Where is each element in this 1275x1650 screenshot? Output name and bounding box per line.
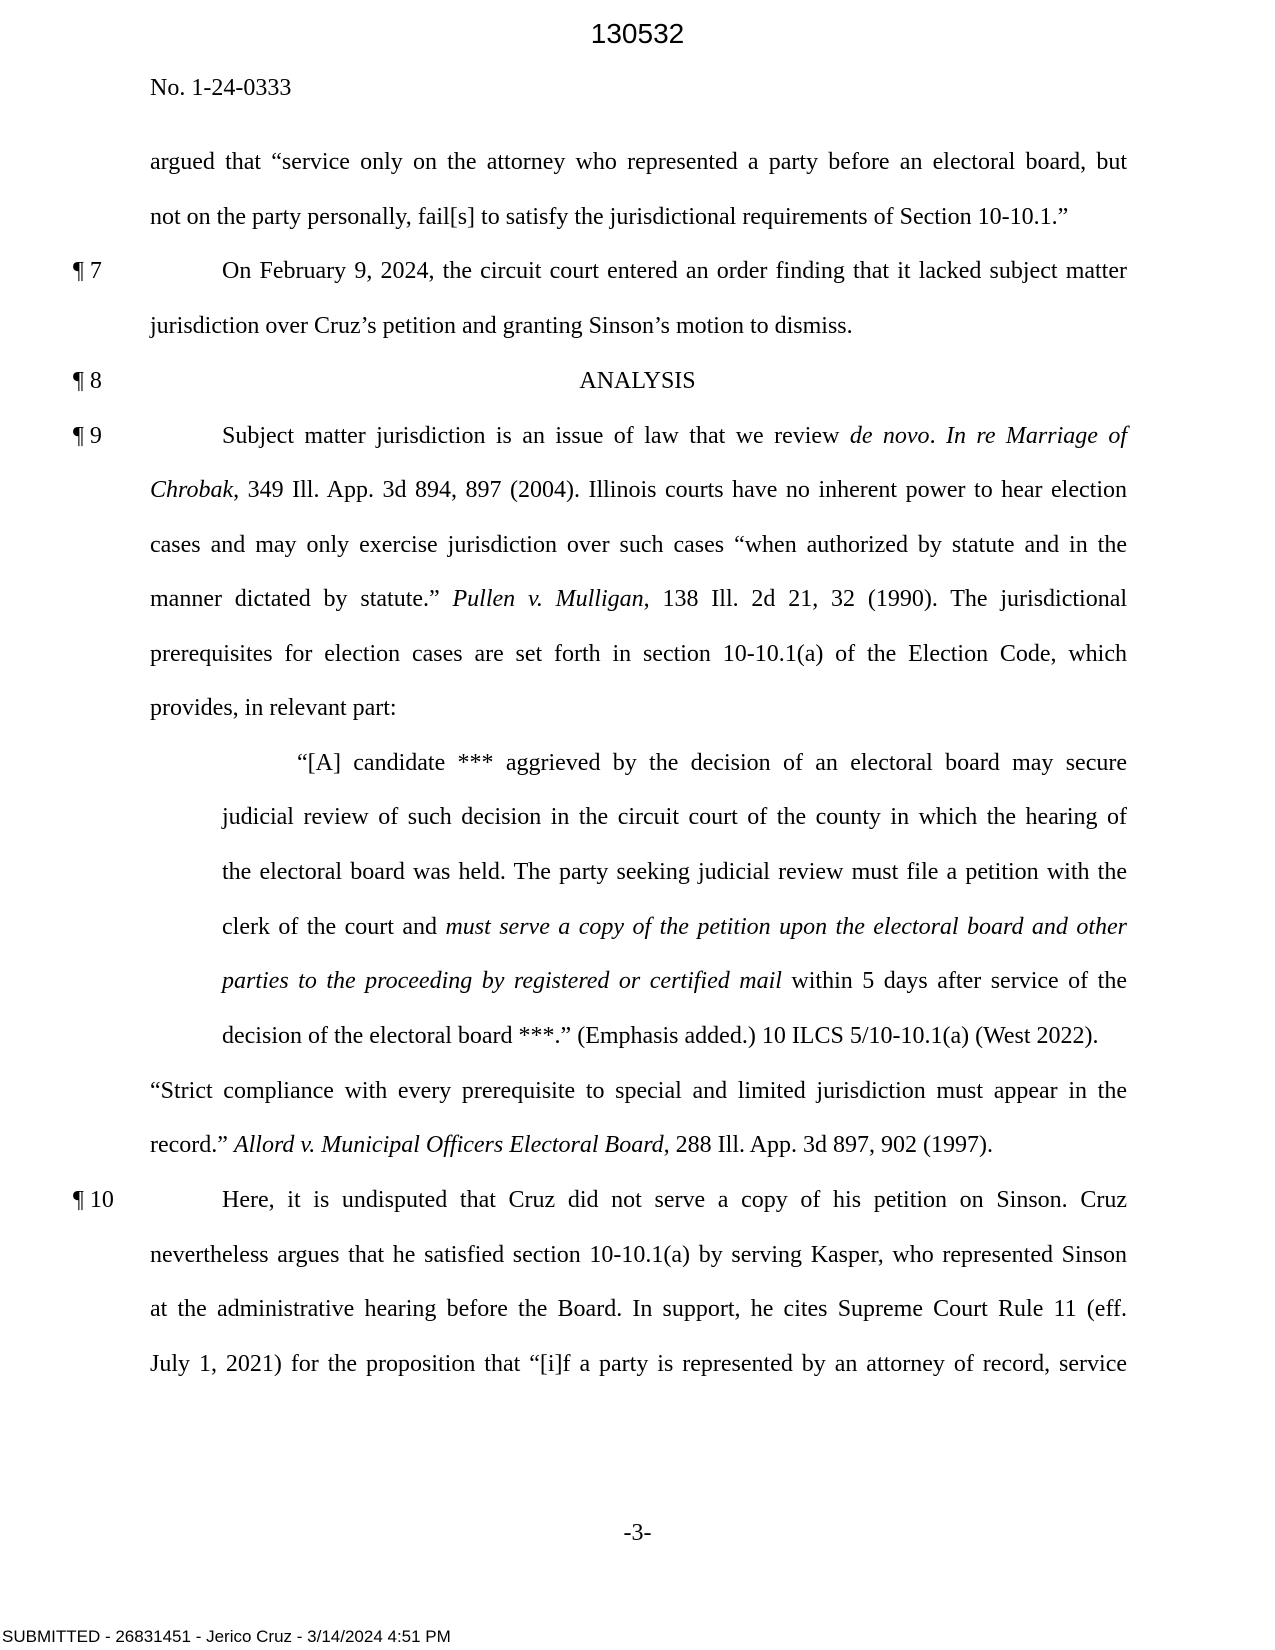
paragraph-mark-7: ¶ 7 <box>73 258 102 284</box>
body-line: provides, in relevant part: <box>150 695 397 721</box>
body-line: argued that “service only on the attorney who represented a party before an electoral board, but <box>150 149 1127 175</box>
body-line: cases and may only exercise jurisdiction over such cases “when authorized by statute and in the <box>150 532 1127 558</box>
body-line: record.” Allord v. Municipal Officers Electoral Board, 288 Ill. App. 3d 897, 902 (1997). <box>150 1132 993 1158</box>
body-line: manner dictated by statute.” Pullen v. Mulligan, 138 Ill. 2d 21, 32 (1990). The jurisdictional <box>150 586 1128 612</box>
body-line: jurisdiction over Cruz’s petition and granting Sinson’s motion to dismiss. <box>150 313 853 339</box>
body-line: at the administrative hearing before the Board. In support, he cites Supreme Court Rule 11 (eff. <box>150 1296 1127 1322</box>
case-number: No. 1-24-0333 <box>150 75 292 101</box>
body-line: Here, it is undisputed that Cruz did not serve a copy of his petition on Sinson. Cruz <box>222 1187 1127 1213</box>
page-number: -3- <box>623 1520 652 1546</box>
quote-line: clerk of the court and must serve a copy of the petition upon the electoral board and other <box>222 914 1128 940</box>
body-line: “Strict compliance with every prerequisite to special and limited jurisdiction must appear in the <box>150 1078 1127 1104</box>
quote-line: judicial review of such decision in the circuit court of the county in which the hearing of <box>222 804 1127 830</box>
paragraph-mark-10: ¶ 10 <box>73 1187 114 1213</box>
paragraph-mark-8: ¶ 8 <box>73 368 102 394</box>
document-stamp-number: 130532 <box>590 18 685 49</box>
body-line: On February 9, 2024, the circuit court entered an order finding that it lacked subject matter <box>222 258 1127 284</box>
section-heading: ANALYSIS <box>579 368 696 394</box>
quote-line: decision of the electoral board ***.” (Emphasis added.) 10 ILCS 5/10-10.1(a) (West 2022). <box>222 1023 1099 1049</box>
quote-line: “[A] candidate *** aggrieved by the decision of an electoral board may secure <box>297 750 1127 776</box>
body-line: Chrobak, 349 Ill. App. 3d 894, 897 (2004). Illinois courts have no inherent power to hear election <box>150 477 1127 503</box>
submission-stamp: SUBMITTED - 26831451 - Jerico Cruz - 3/14/2024 4:51 PM <box>2 1627 451 1646</box>
body-line: prerequisites for election cases are set forth in section 10-10.1(a) of the Election Code, which <box>150 641 1127 667</box>
body-line: nevertheless argues that he satisfied section 10-10.1(a) by serving Kasper, who represented Sinson <box>150 1242 1127 1268</box>
body-line: Subject matter jurisdiction is an issue of law that we review de novo. In re Marriage of <box>222 423 1128 449</box>
quote-line: the electoral board was held. The party seeking judicial review must file a petition with the <box>222 859 1127 885</box>
paragraph-mark-9: ¶ 9 <box>73 423 102 449</box>
quote-line: parties to the proceeding by registered or certified mail within 5 days after service of the <box>222 968 1127 994</box>
body-line: not on the party personally, fail[s] to satisfy the jurisdictional requirements of Section 10-10.1.” <box>150 204 1069 230</box>
body-line: July 1, 2021) for the proposition that “[i]f a party is represented by an attorney of record, service <box>150 1351 1127 1377</box>
